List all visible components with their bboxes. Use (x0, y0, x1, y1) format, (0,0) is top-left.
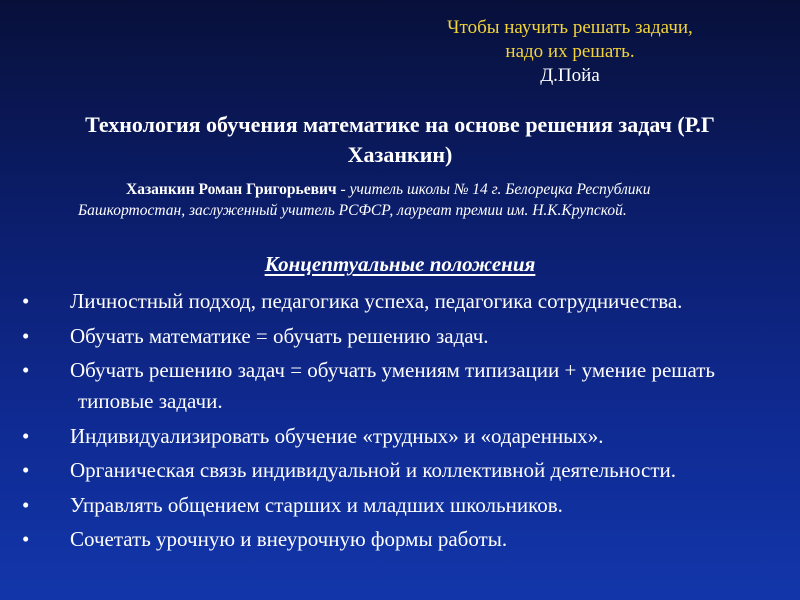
concept-points-list (48, 286, 788, 559)
list-item-text: Сочетать урочную и внеурочную формы работы. (70, 527, 508, 551)
list-item (48, 455, 788, 486)
author-name: Хазанкин Роман Григорьевич (126, 181, 337, 198)
list-item (48, 490, 788, 521)
list-item (48, 524, 788, 555)
list-item (48, 355, 788, 417)
list-item (48, 421, 788, 452)
epigraph-author: Д.Пойа (540, 65, 600, 86)
list-item (48, 286, 788, 317)
bullet-icon (22, 524, 29, 555)
list-item-text: Обучать математике = обучать решению задач. (70, 323, 489, 348)
bullet-icon (22, 490, 29, 521)
author-details: - учитель школы № 14 г. Белорецка Республики Башкортостан, заслуженный учитель РСФСР, лауреат премии им. Н.К.Крупской. (78, 181, 651, 219)
section-heading: Концептуальные положения (264, 252, 536, 276)
list-item (48, 321, 788, 352)
bullet-icon (22, 286, 29, 317)
bullet-icon (22, 355, 29, 386)
bullet-icon (22, 421, 29, 452)
list-item-text: Обучать решению задач = обучать умениям типизации + умение решать типовые задачи. (70, 358, 716, 413)
list-item-text: Индивидуализировать обучение «трудных» и «одаренных». (70, 423, 604, 448)
list-item-text: Органическая связь индивидуальной и коллективной деятельности. (70, 458, 676, 482)
bullet-icon (22, 321, 29, 352)
bullet-icon (22, 455, 29, 486)
slide-title: Технология обучения математике на основе решения задач (Р.Г Хазанкин) (85, 112, 715, 167)
epigraph (400, 16, 740, 88)
list-item-text: Личностный подход, педагогика успеха, педагогика сотрудничества. (70, 289, 683, 313)
list-item-text: Управлять общением старших и младших школьников. (70, 492, 563, 517)
epigraph-line-2: надо их решать. (505, 41, 635, 62)
epigraph-line-1: Чтобы научить решать задачи, (447, 17, 693, 38)
author-description (78, 179, 718, 221)
